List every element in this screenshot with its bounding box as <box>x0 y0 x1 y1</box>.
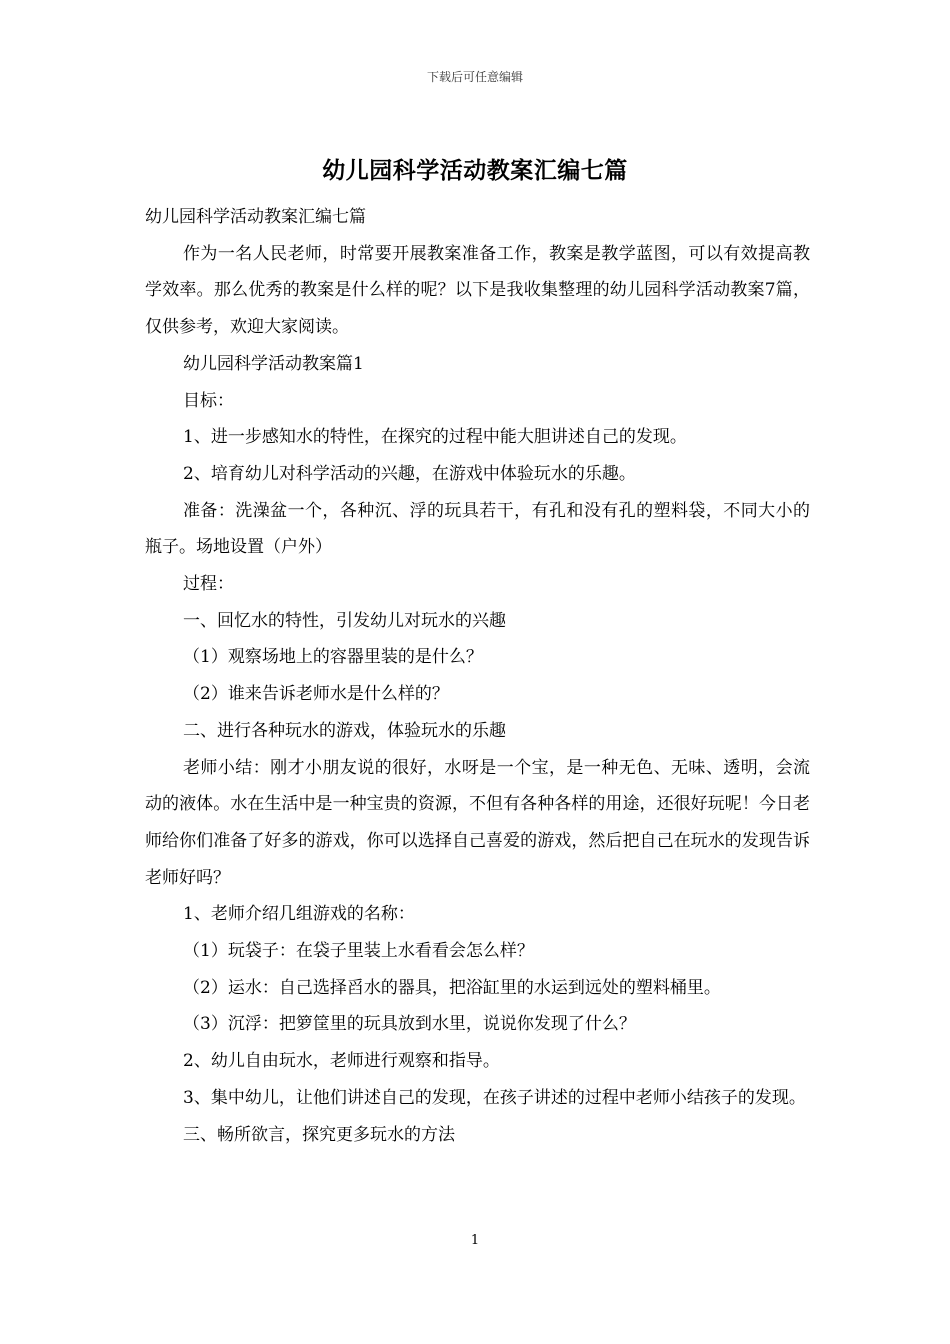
list-item: 3、集中幼儿，让他们讲述自己的发现，在孩子讲述的过程中老师小结孩子的发现。 <box>183 1087 806 1108</box>
paragraph: 老师小结：刚才小朋友说的很好，水呀是一个宝，是一种无色、无味、透明，会流动的液体。水在生活中是一种宝贵的资源，不但有各种各样的用途，还很好玩呢！今日老师给你们准备了好多的游戏，你可以选择自己喜爱的游戏，然后把自己在玩水的发现告诉老师好吗？ <box>145 757 810 888</box>
document-body <box>145 199 810 1153</box>
list-item: 1、老师介绍几组游戏的名称： <box>183 904 415 925</box>
list-item: 一、回忆水的特性，引发幼儿对玩水的兴趣 <box>183 610 506 631</box>
list-item: （1）观察场地上的容器里装的是什么？ <box>183 647 483 668</box>
page-number: 1 <box>470 1233 480 1248</box>
list-item: 二、进行各种玩水的游戏，体验玩水的乐趣 <box>183 720 506 741</box>
list-item: （2）运水：自己选择舀水的器具，把浴缸里的水运到远处的塑料桶里。 <box>183 977 721 998</box>
paragraph: 准备：洗澡盆一个，各种沉、浮的玩具若干，有孔和没有孔的塑料袋，不同大小的瓶子。场地设置（户外） <box>145 500 810 558</box>
list-item: 2、幼儿自由玩水，老师进行观察和指导。 <box>183 1051 500 1072</box>
paragraph: 幼儿园科学活动教案汇编七篇 <box>145 207 366 227</box>
document-title: 幼儿园科学活动教案汇编七篇 <box>322 157 628 184</box>
list-item: （3）沉浮：把箩筐里的玩具放到水里，说说你发现了什么？ <box>183 1014 636 1035</box>
page-header-note: 下载后可任意编辑 <box>426 70 523 84</box>
list-item: 三、畅所欲言，探究更多玩水的方法 <box>183 1124 455 1145</box>
paragraph: 作为一名人民老师，时常要开展教案准备工作，教案是教学蓝图，可以有效提高教学效率。那么优秀的教案是什么样的呢？以下是我收集整理的幼儿园科学活动教案7篇，仅供参考，欢迎大家阅读。 <box>145 243 810 338</box>
paragraph: 目标： <box>183 390 234 411</box>
paragraph: 过程： <box>183 574 234 595</box>
list-item: 2、培育幼儿对科学活动的兴趣，在游戏中体验玩水的乐趣。 <box>183 463 636 484</box>
list-item: 1、进一步感知水的特性，在探究的过程中能大胆讲述自己的发现。 <box>183 427 687 448</box>
section-heading: 幼儿园科学活动教案篇1 <box>183 353 364 374</box>
list-item: （2）谁来告诉老师水是什么样的？ <box>183 684 449 705</box>
list-item: （1）玩袋子：在袋子里装上水看看会怎么样？ <box>183 941 534 962</box>
